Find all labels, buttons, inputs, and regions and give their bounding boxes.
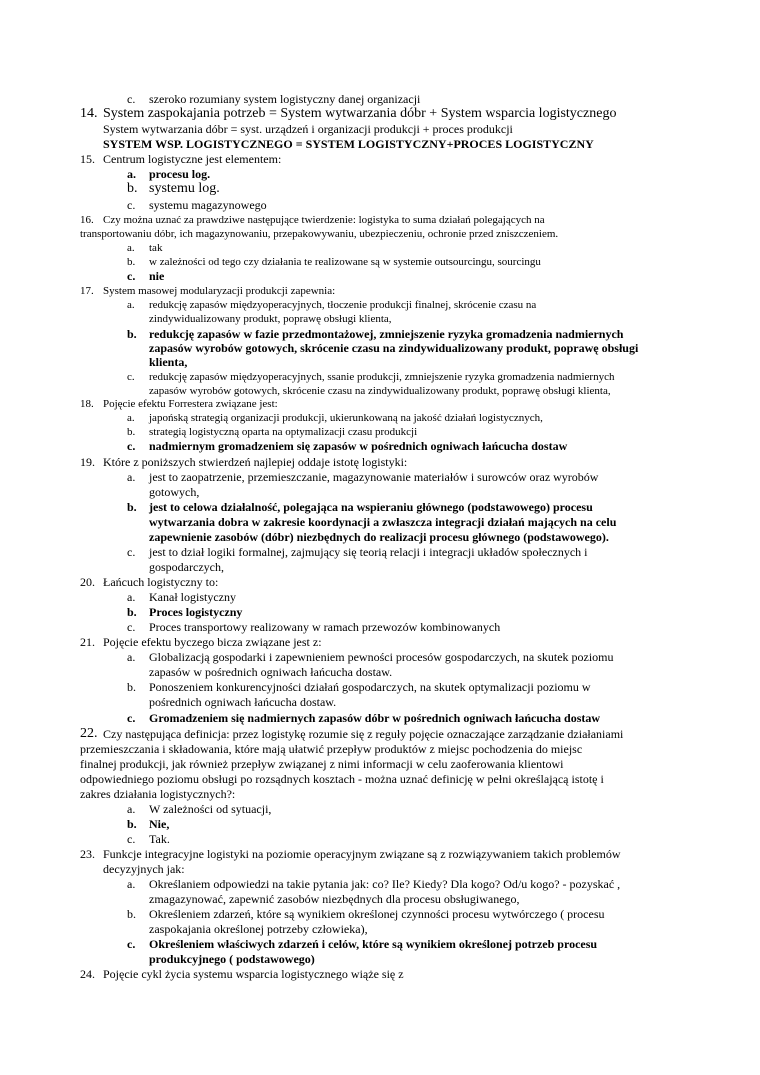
line-text: Gromadzeniem się nadmiernych zapasów dóbr w pośrednich ogniwach łańcucha dostaw xyxy=(149,711,601,725)
line-text: Określeniem zdarzeń, które są wynikiem określonej czynności procesu wytwórczego ( procesu xyxy=(149,907,605,921)
line-text: nadmiernym gromadzeniem się zapasów w pośrednich ogniwach łańcucha dostaw xyxy=(149,439,568,453)
line-text: transportowaniu dóbr, ich magazynowaniu, przepakowywaniu, ubezpieczeniu, ochronie przed zniszczeniem. xyxy=(80,228,559,240)
list-marker: 19. xyxy=(80,455,95,469)
line-text: procesu log. xyxy=(149,167,211,181)
line-text: strategią logistyczną oparta na optymalizacji czasu produkcji xyxy=(149,426,418,438)
line-text: jest to celowa działalność, polegająca na wspieraniu głównego (podstawowego) procesu xyxy=(149,500,593,514)
line-text: W zależności od sytuacji, xyxy=(149,802,272,816)
list-marker: c. xyxy=(127,545,136,559)
line-text: Globalizacją gospodarki i zapewnieniem pewności procesów gospodarczych, na skutek poziomu xyxy=(149,650,614,664)
list-marker: 17. xyxy=(80,285,94,297)
line-text: Pojęcie efektu byczego bicza związane jest z: xyxy=(103,635,322,649)
line-text: systemu magazynowego xyxy=(149,198,267,212)
line-text: zapewnienie zasobów (dóbr) niezbędnych do realizacji procesu głównego (podstawowego). xyxy=(149,530,609,544)
list-marker: b. xyxy=(127,426,136,438)
line-text: tak xyxy=(149,242,163,254)
list-marker: c. xyxy=(127,198,136,212)
line-text: nie xyxy=(149,269,165,283)
line-text: systemu log. xyxy=(149,181,220,196)
line-text: klienta, xyxy=(149,355,188,369)
list-marker: 23. xyxy=(80,847,95,861)
line-text: SYSTEM WSP. LOGISTYCZNEGO = SYSTEM LOGISTYCZNY+PROCES LOGISTYCZNY xyxy=(103,137,594,151)
line-text: Czy następująca definicja: przez logistykę rozumie się z reguły pojęcie oznaczające zarządzanie działaniami xyxy=(103,727,624,741)
line-text: Proces logistyczny xyxy=(149,605,243,619)
line-text: Funkcje integracyjne logistyki na poziomie operacyjnym związane są z rozwiązywaniem takich problemów xyxy=(103,847,621,861)
line-text: zapasów wyrobów gotowych, skrócenie czasu na zindywidualizowany produkt, poprawę obsługi klienta, xyxy=(149,385,611,397)
line-text: japońską strategią organizacji produkcji, ukierunkowaną na jakość działań logistycznych, xyxy=(149,412,543,424)
line-text: redukcję zapasów międzyoperacyjnych, ssanie produkcji, zmniejszenie ryzyka gromadzenia nadmiernych xyxy=(149,371,615,383)
line-text: System zaspokajania potrzeb = System wytwarzania dóbr + System wsparcia logistycznego xyxy=(103,106,617,121)
line-text: jest to dział logiki formalnej, zajmujący się teorią relacji i integracji układów społecznych i xyxy=(149,545,588,559)
list-marker: a. xyxy=(127,412,135,424)
line-text: wytwarzania dobra w zakresie koordynacji a zwłaszcza integracji działań mających na celu xyxy=(149,515,617,529)
list-marker: b. xyxy=(127,327,137,341)
list-marker: 16. xyxy=(80,214,94,226)
line-text: jest to zaopatrzenie, przemieszczanie, magazynowanie materiałów i surowców oraz wyrobów xyxy=(149,470,599,484)
line-text: zakres działania logistycznych?: xyxy=(80,787,236,801)
list-marker: b. xyxy=(127,907,136,921)
list-marker: b. xyxy=(127,256,136,268)
list-marker: a. xyxy=(127,877,136,891)
line-text: finalnej produkcji, jak również przepływ związanej z nimi informacji w celu zaoferowania klientowi xyxy=(80,757,564,771)
list-marker: c. xyxy=(127,937,136,951)
list-marker: a. xyxy=(127,470,136,484)
line-text: odpowiedniego poziomu obsługi po rozsądnych kosztach - można uznać definicję w pełni określającą istotę i xyxy=(80,772,604,786)
line-text: Proces transportowy realizowany w ramach przewozów kombinowanych xyxy=(149,620,501,634)
list-marker: c. xyxy=(127,711,136,725)
list-marker: 22. xyxy=(80,726,98,741)
line-text: System masowej modularyzacji produkcji zapewnia: xyxy=(103,285,336,297)
list-marker: b. xyxy=(127,680,136,694)
list-marker: a. xyxy=(127,242,135,254)
list-marker: c. xyxy=(127,620,136,634)
line-text: Określeniem właściwych zdarzeń i celów, które są wynikiem określonej potrzeb procesu xyxy=(149,937,598,951)
line-text: Określaniem odpowiedzi na takie pytania jak: co? Ile? Kiedy? Dla kogo? Od/u kogo? - pozyskać , xyxy=(149,877,621,891)
line-text: Łańcuch logistyczny to: xyxy=(103,575,219,589)
line-text: Czy można uznać za prawdziwe następujące twierdzenie: logistyka to suma działań polegających na xyxy=(103,214,545,226)
list-marker: 20. xyxy=(80,575,95,589)
line-text: zapasów wyrobów gotowych, skrócenie czasu na zindywidualizowany produkt, poprawę obsługi xyxy=(149,341,639,355)
line-text: decyzyjnych jak: xyxy=(103,862,185,876)
line-text: gospodarczych, xyxy=(149,560,224,574)
list-marker: a. xyxy=(127,802,136,816)
line-text: Ponoszeniem konkurencyjności działań gospodarczych, na skutek optymalizacji poziomu w xyxy=(149,680,591,694)
line-text: Centrum logistyczne jest elementem: xyxy=(103,152,282,166)
line-text: redukcję zapasów międzyoperacyjnych, tłoczenie produkcji finalnej, skrócenie czasu na xyxy=(149,299,537,311)
list-marker: 18. xyxy=(80,398,94,410)
list-marker: a. xyxy=(127,650,136,664)
list-marker: 15. xyxy=(80,152,95,166)
line-text: Pojęcie efektu Forrestera związane jest: xyxy=(103,398,278,410)
list-marker: b. xyxy=(127,500,137,514)
list-marker: a. xyxy=(127,590,136,604)
list-marker: c. xyxy=(127,832,136,846)
line-text: pośrednich ogniwach łańcucha dostaw. xyxy=(149,695,337,709)
line-text: przemieszczania i składowania, które mają ułatwić przepływ produktów z miejsc pochodzenia do miejsc xyxy=(80,742,583,756)
line-text: zapasów w pośrednich ogniwach łańcucha dostaw. xyxy=(149,665,393,679)
list-marker: c. xyxy=(127,269,136,283)
list-marker: b. xyxy=(127,817,137,831)
list-marker: 21. xyxy=(80,635,95,649)
line-text: zindywidualizowany produkt, poprawę obsługi klienta, xyxy=(149,313,392,325)
line-text: System wytwarzania dóbr = syst. urządzeń i organizacji produkcji + proces produkcji xyxy=(103,122,513,136)
list-marker: b. xyxy=(127,605,137,619)
list-marker: c. xyxy=(127,371,135,383)
line-text: Nie, xyxy=(149,817,170,831)
list-marker: c. xyxy=(127,439,136,453)
line-text: w zależności od tego czy działania te realizowane są w systemie outsourcingu, sourcingu xyxy=(149,256,541,268)
line-text: Pojęcie cykl życia systemu wsparcia logistycznego wiąże się z xyxy=(103,967,404,981)
line-text: zaspokajania określonej potrzeby człowieka), xyxy=(149,922,368,936)
list-marker: a. xyxy=(127,299,135,311)
list-marker: a. xyxy=(127,167,136,181)
list-marker: c. xyxy=(127,92,136,106)
line-text: Które z poniższych stwierdzeń najlepiej oddaje istotę logistyki: xyxy=(103,455,408,469)
line-text: gotowych, xyxy=(149,485,200,499)
list-marker: 24. xyxy=(80,967,95,981)
list-marker: b. xyxy=(127,181,138,196)
line-text: Kanał logistyczny xyxy=(149,590,236,604)
list-marker: 14. xyxy=(80,106,98,121)
line-text: zmagazynować, zapewnić zasobów niezbędnych dla procesu obsługiwanego, xyxy=(149,892,520,906)
line-text: redukcję zapasów w fazie przedmontażowej, zmniejszenie ryzyka gromadzenia nadmiernych xyxy=(149,327,624,341)
line-text: produkcyjnego ( podstawowego) xyxy=(149,952,315,966)
line-text: Tak. xyxy=(149,832,170,846)
line-text: szeroko rozumiany system logistyczny danej organizacji xyxy=(149,92,421,106)
